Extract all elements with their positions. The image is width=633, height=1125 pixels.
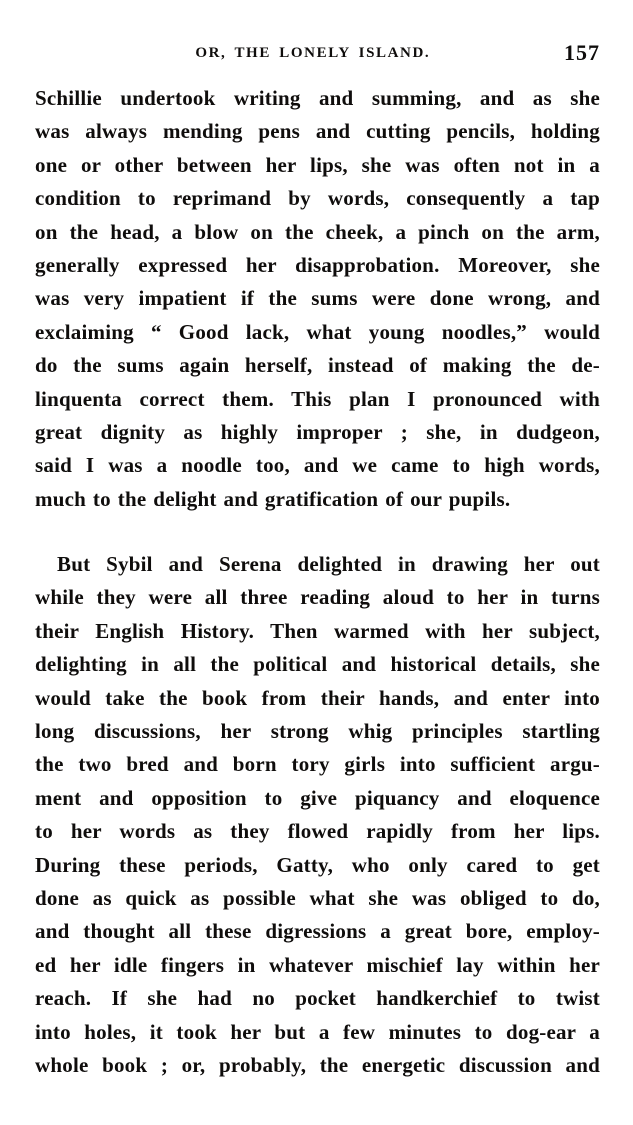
text-line: said I was a noodle too, and we came to high words, <box>35 453 600 478</box>
paragraph <box>35 548 600 1082</box>
text-line: generally expressed her disapprobation. Moreover, she <box>35 252 600 277</box>
text-line: linquenta correct them. This plan I pronounced with <box>35 386 600 411</box>
text-block <box>35 82 600 1082</box>
text-line: During these periods, Gatty, who only cared to get <box>35 852 600 877</box>
text-line: exclaiming “ Good lack, what young noodles,” would <box>35 319 600 344</box>
text-line: done as quick as possible what she was obliged to do, <box>35 885 600 910</box>
text-line: into holes, it took her but a few minutes to dog-ear a <box>35 1019 600 1044</box>
text-line: on the head, a blow on the cheek, a pinch on the arm, <box>35 219 600 244</box>
text-line: great dignity as highly improper ; she, in dudgeon, <box>35 419 600 444</box>
running-header <box>35 42 600 68</box>
text-line: the two bred and born tory girls into sufficient argu- <box>35 752 600 777</box>
running-header-title: OR, THE LONELY ISLAND. <box>195 45 431 61</box>
text-line: But Sybil and Serena delighted in drawing her out <box>57 552 600 577</box>
text-line: was very impatient if the sums were done wrong, and <box>35 286 600 311</box>
text-line: condition to reprimand by words, consequently a tap <box>35 186 600 211</box>
text-line: whole book ; or, probably, the energetic discussion and <box>35 1052 600 1077</box>
text-line: much to the delight and gratification of our pupils. <box>35 486 511 511</box>
text-line: delighting in all the political and historical details, she <box>35 652 600 677</box>
paragraph <box>35 82 600 516</box>
text-line: their English History. Then warmed with her subject, <box>35 618 600 643</box>
text-line: Schillie undertook writing and summing, and as she <box>35 86 600 110</box>
text-line: was always mending pens and cutting pencils, holding <box>35 119 600 144</box>
text-line: long discussions, her strong whig principles startling <box>35 719 600 744</box>
text-line: one or other between her lips, she was often not in a <box>35 152 600 177</box>
text-line: do the sums again herself, instead of making the de- <box>35 353 600 378</box>
text-line: ed her idle fingers in whatever mischief lay within her <box>35 952 600 977</box>
text-line: reach. If she had no pocket handkerchief to twist <box>35 986 600 1011</box>
page-number: 157 <box>564 40 600 65</box>
text-line: and thought all these digressions a great bore, employ- <box>35 919 600 944</box>
text-line: ment and opposition to give piquancy and eloquence <box>35 785 600 810</box>
text-line: while they were all three reading aloud to her in turns <box>35 585 600 610</box>
text-line: would take the book from their hands, and enter into <box>35 685 600 710</box>
text-line: to her words as they flowed rapidly from her lips. <box>35 819 600 844</box>
